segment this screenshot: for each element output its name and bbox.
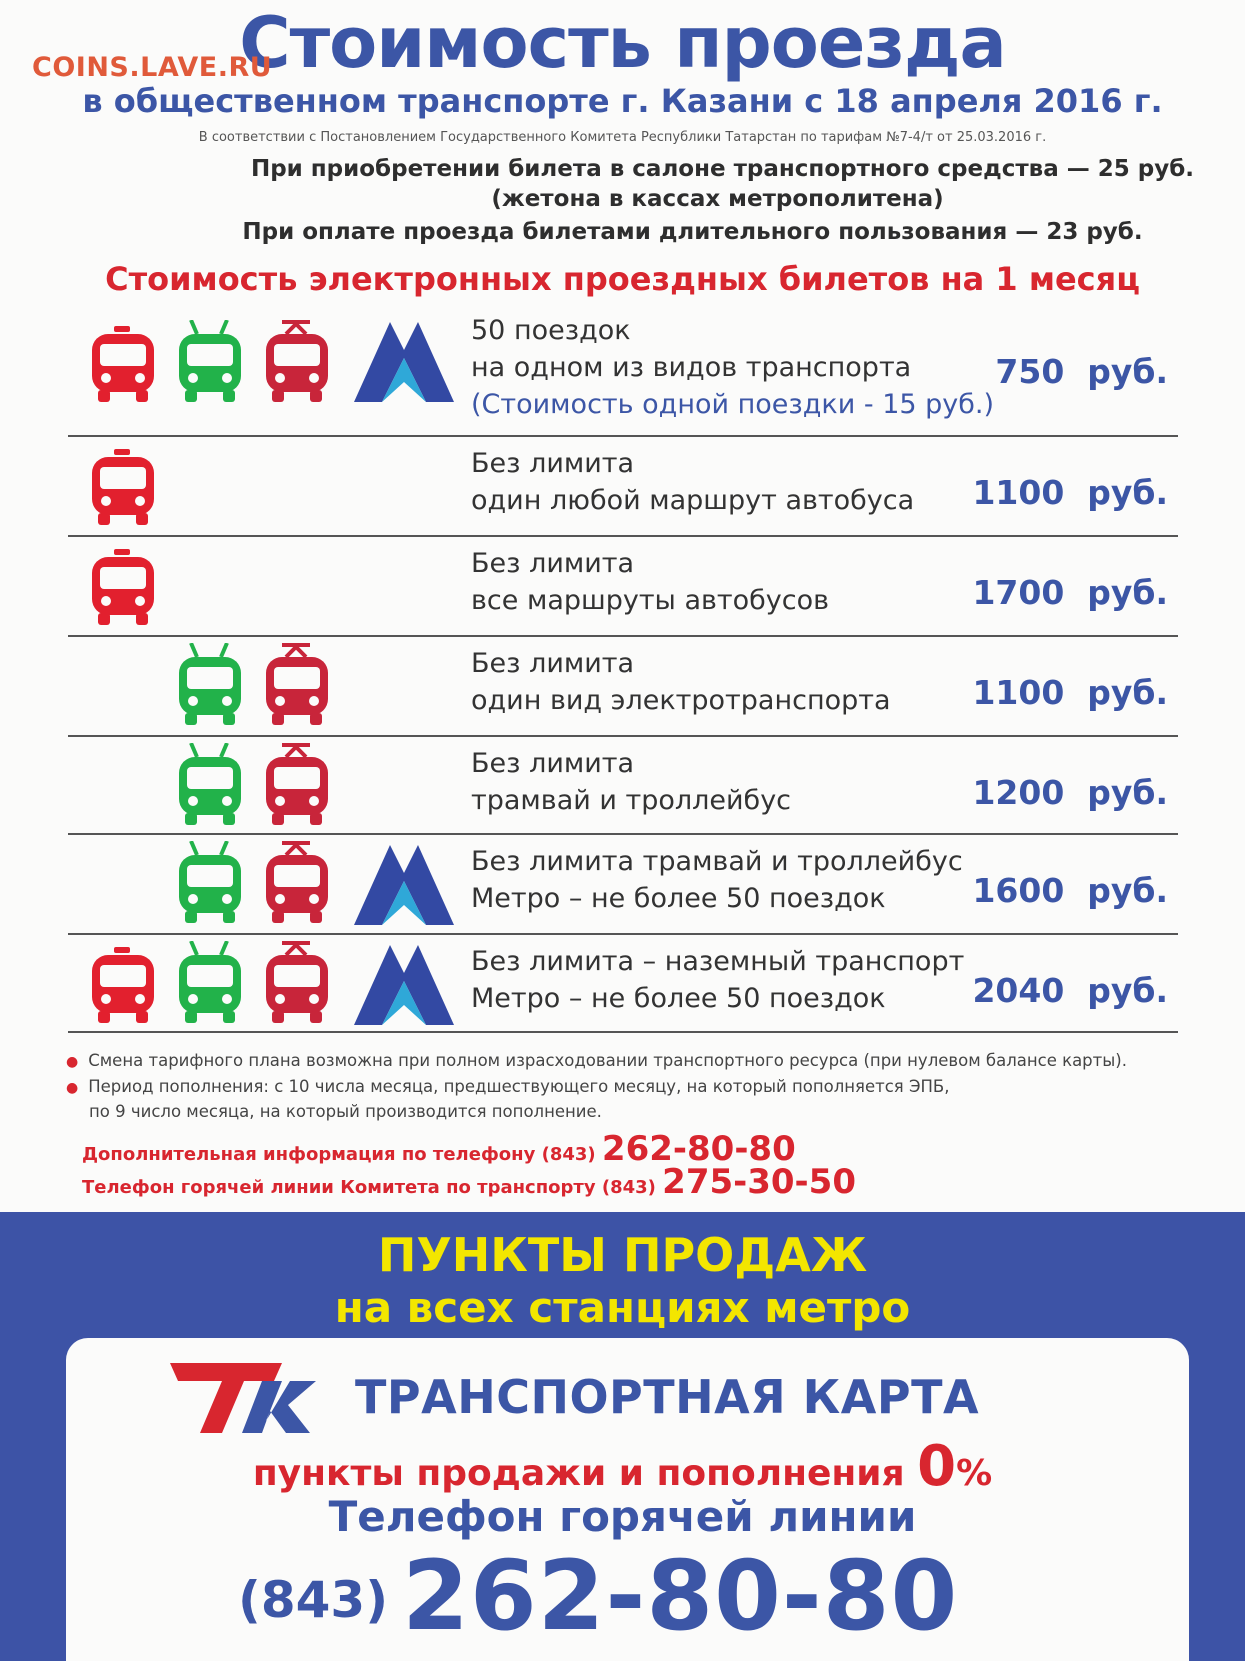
trolleybus-icon [175,743,245,831]
note-text: по 9 число месяца, на который производится пополнение. [89,1102,602,1121]
info-phone-label: Дополнительная информация по телефону (843) [82,1144,596,1165]
bus-icon [88,941,158,1029]
bus-icon [88,543,158,631]
tk-logo-icon [170,1355,350,1435]
tariff-price: 1700 руб. [972,573,1168,612]
tariff-line2: все маршруты автобусов [471,585,830,616]
percent-sign: % [956,1453,993,1494]
trolleybus-icon [175,320,245,408]
tram-icon [262,643,332,731]
tariff-description [471,843,963,917]
transport-icons [88,735,448,833]
tariff-row [68,535,1178,637]
tariff-line1: Без лимита трамвай и троллейбус [471,846,963,877]
tariff-description [471,745,791,819]
note-text: Период пополнения: с 10 числа месяца, предшествующего месяцу, на который пополняется ЭПБ, [88,1077,950,1096]
tram-icon [262,941,332,1029]
metro-icon [354,322,454,406]
trolleybus-icon [175,941,245,1029]
bullet-dot-icon: ● [66,1054,79,1070]
bullet-dot-icon: ● [66,1080,79,1096]
tariff-line2: на одном из видов транспорта [471,352,912,383]
page-subtitle: в общественном транспорте г. Казани с 18 апреля 2016 г. [82,82,1163,120]
bus-icon [88,443,158,531]
info-phone-number: 262-80-80 [601,1129,796,1169]
tariff-description [471,312,994,423]
tariff-line1: Без лимита [471,648,635,679]
card-hotline-number [238,1540,958,1652]
transport-icons [88,833,448,933]
tariff-line1: Без лимита [471,748,635,779]
note-text: Смена тарифного плана возможна при полном израсходовании транспортного ресурса (при нулевом балансе карты). [88,1051,1127,1070]
tariff-row [68,635,1178,737]
trolleybus-icon [175,643,245,731]
section-heading: Стоимость электронных проездных билетов на 1 месяц [105,260,1140,298]
tariff-row [68,308,1178,437]
committee-phone-label: Телефон горячей линии Комитета по транспорту (843) [82,1177,656,1198]
tariff-description [471,445,914,519]
tariff-line2: Метро – не более 50 поездок [471,883,886,914]
card-points-text: пункты продажи и пополнения [252,1453,905,1494]
tariff-line2: один вид электротранспорта [471,685,891,716]
tariff-row [68,435,1178,537]
price-cabin: При приобретении билета в салоне транспортного средства — 25 руб. [250,156,1195,182]
hotline-number: 262-80-80 [402,1540,959,1652]
tariff-row [68,833,1178,935]
committee-phone [82,1162,856,1202]
metro-icon [354,945,454,1029]
price-longterm: При оплате проезда билетами длительного пользования — 23 руб. [242,219,1143,245]
tram-icon [262,841,332,929]
tariff-description [471,645,891,719]
transport-icons [88,435,448,535]
tariff-price: 750 руб. [995,352,1168,391]
card-points [0,1434,1245,1499]
tariff-line2: один любой маршрут автобуса [471,485,915,516]
tariff-line1: Без лимита – наземный транспорт [471,946,965,977]
transport-icons [88,933,448,1031]
watermark: COINS.LAVE.RU [32,52,273,83]
page-title: Стоимость проезда [239,2,1006,84]
tariff-line1: 50 поездок [471,315,631,346]
bus-icon [88,320,158,408]
transport-icons [88,308,448,435]
committee-phone-number: 275-30-50 [662,1162,856,1202]
note-item [66,1074,949,1101]
sales-title: ПУНКТЫ ПРОДАЖ [377,1228,868,1282]
zero-value: 0 [917,1434,957,1499]
tariff-line1: Без лимита [471,448,635,479]
transport-icons [88,535,448,635]
tariff-row [68,933,1178,1033]
tariff-price: 1100 руб. [972,473,1168,512]
tariff-price: 1100 руб. [972,673,1168,712]
decree-note: В соответствии с Постановлением Государственного Комитета Республики Татарстан по тарифам №7-4/т от 25.03.2016 г. [198,130,1047,145]
tariff-price: 2040 руб. [972,971,1168,1010]
tariff-description [471,943,964,1017]
tariff-line1: Без лимита [471,548,635,579]
transport-icons [88,635,448,735]
tariff-line2: Метро – не более 50 поездок [471,983,886,1014]
note-item [66,1048,1127,1075]
tariff-price: 1600 руб. [972,871,1168,910]
card-hotline-label: Телефон горячей линии [328,1492,917,1541]
tariff-price: 1200 руб. [972,773,1168,812]
note-item [89,1099,602,1124]
card-name: ТРАНСПОРТНАЯ КАРТА [355,1370,980,1424]
price-cabin-note: (жетона в кассах метрополитена) [491,186,944,212]
hotline-code: (843) [238,1571,389,1629]
tariff-note: (Стоимость одной поездки - 15 руб.) [471,389,995,420]
tariff-row [68,735,1178,835]
tram-icon [262,743,332,831]
trolleybus-icon [175,841,245,929]
sales-subtitle: на всех станциях метро [334,1283,911,1332]
tariff-line2: трамвай и троллейбус [471,785,792,816]
tram-icon [262,320,332,408]
metro-icon [354,845,454,929]
tariff-description [471,545,829,619]
